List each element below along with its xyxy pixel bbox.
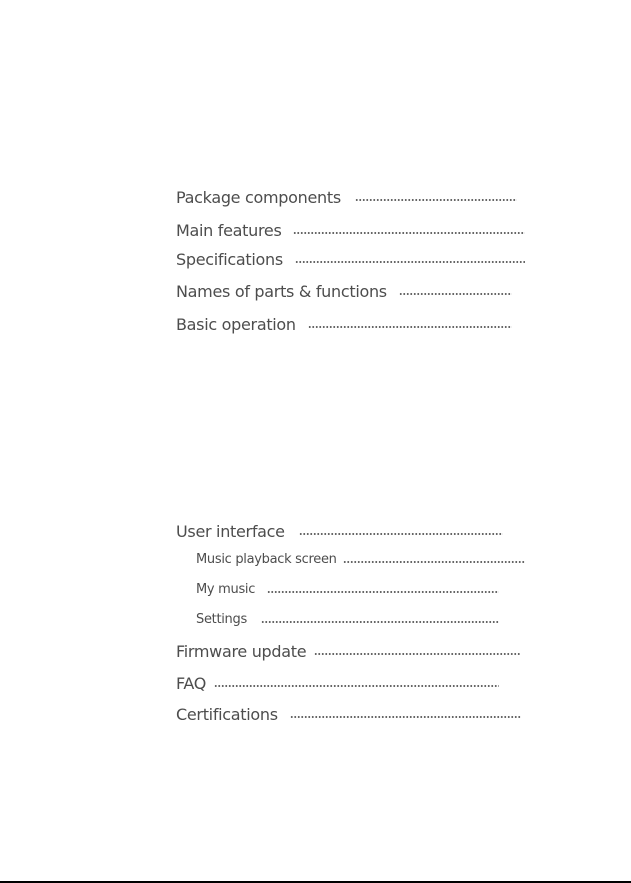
toc-entry-firmware-update[interactable] bbox=[176, 642, 521, 661]
toc-entry-basic-operation[interactable] bbox=[176, 315, 512, 334]
toc-entry-main-features[interactable] bbox=[176, 221, 525, 240]
toc-entry-settings[interactable] bbox=[196, 612, 499, 627]
toc-entry-certifications[interactable] bbox=[176, 705, 521, 724]
toc-entry-label: Names of parts & functions bbox=[176, 282, 387, 301]
toc-entry-faq[interactable] bbox=[176, 674, 499, 693]
toc-entry-label: Certifications bbox=[176, 705, 278, 724]
toc-entry-label: User interface bbox=[176, 522, 285, 541]
dot-leader bbox=[214, 685, 499, 687]
dot-leader bbox=[290, 716, 521, 718]
dot-leader bbox=[399, 293, 512, 295]
toc-entry-label: Basic operation bbox=[176, 315, 296, 334]
toc-entry-label: Music playback screen bbox=[196, 552, 337, 567]
toc-entry-names-of-parts[interactable] bbox=[176, 282, 512, 301]
toc-entry-label: Firmware update bbox=[176, 642, 307, 661]
dot-leader bbox=[261, 621, 499, 623]
toc-entry-label: Settings bbox=[196, 612, 247, 627]
toc-entry-my-music[interactable] bbox=[196, 582, 499, 597]
toc-entry-package-components[interactable] bbox=[176, 188, 517, 207]
toc-entry-specifications[interactable] bbox=[176, 250, 525, 269]
toc-entry-label: Specifications bbox=[176, 250, 283, 269]
dot-leader bbox=[299, 533, 503, 535]
dot-leader bbox=[295, 261, 525, 263]
toc-entry-label: My music bbox=[196, 582, 256, 597]
toc-entry-music-playback-screen[interactable] bbox=[196, 552, 525, 567]
dot-leader bbox=[314, 653, 521, 655]
dot-leader bbox=[355, 199, 517, 201]
toc-entry-label: Main features bbox=[176, 221, 282, 240]
toc-entry-user-interface[interactable] bbox=[176, 522, 503, 541]
dot-leader bbox=[293, 232, 525, 234]
dot-leader bbox=[308, 326, 512, 328]
dot-leader bbox=[267, 591, 499, 593]
dot-leader bbox=[343, 561, 525, 563]
toc-entry-label: FAQ bbox=[176, 674, 207, 693]
toc-entry-label: Package components bbox=[176, 188, 341, 207]
